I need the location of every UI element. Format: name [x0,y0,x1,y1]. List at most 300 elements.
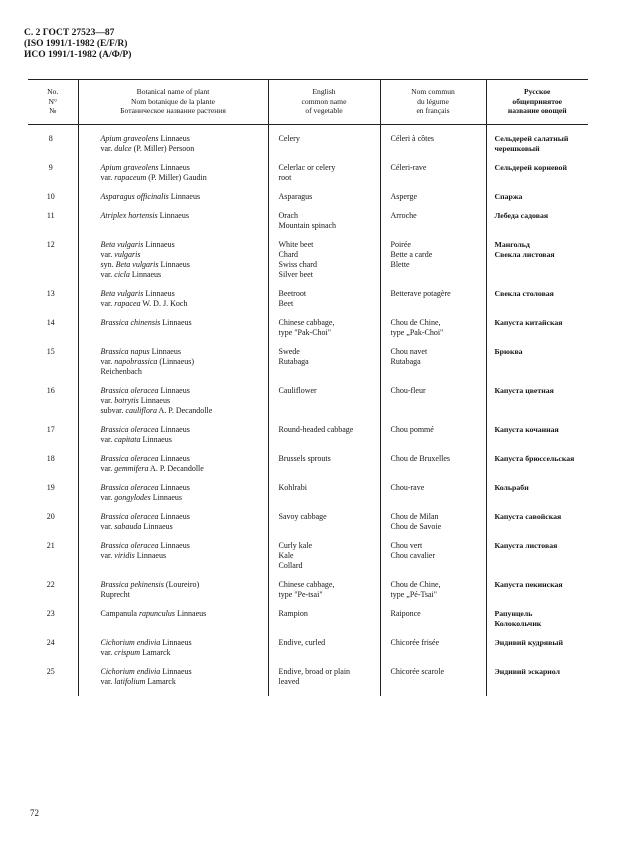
table-row [28,192,588,202]
botanical-name-cell [78,318,268,338]
row-spacer [28,183,588,192]
spacer-cell [78,280,268,289]
botanical-roman: Linnaeus [140,434,172,444]
botanical-roman: Linnaeus [158,424,190,434]
french-line: Chou vert [390,540,423,550]
botanical-line [101,396,266,406]
english-line: Round-headed cabbage [278,424,354,434]
row-spacer [28,532,588,541]
botanical-name-cell [78,580,268,600]
spacer-cell [380,377,486,386]
french-line: Asperge [390,191,418,201]
english-line: Rutabaga [278,356,309,366]
english-line: Kohlrabi [278,482,307,492]
botanical-italic: Atriplex hortensis [100,210,158,220]
spacer-cell [486,503,588,512]
russian-line: Сельдерей корневой [494,162,567,172]
spacer-cell [28,231,78,240]
page-number: 72 [30,808,39,818]
botanical-roman: var. [100,647,115,657]
russian-name-cell [486,667,588,687]
row-spacer [28,231,588,240]
french-name-cell [380,541,486,571]
botanical-italic: rapaceum [114,172,147,182]
spacer-cell [486,658,588,667]
english-name-cell [268,483,380,503]
spacer-cell [486,416,588,425]
english-line: Beetroot [278,288,307,298]
botanical-roman: Linnaeus [158,259,190,269]
english-line: Endive, curled [278,637,326,647]
russian-name-cell [486,318,588,338]
russian-line: Капуста савойская [494,511,562,521]
spacer-cell [268,124,380,134]
french-line: Blette [390,259,410,269]
botanical-line [101,580,266,590]
french-line: Chou de Savoie [390,521,442,531]
english-line: type "Pak-Choi" [278,327,332,337]
row-spacer [28,571,588,580]
botanical-italic: Brassica oleracea [100,424,159,434]
botanical-roman: Linnaeus [158,482,190,492]
spacer-cell [486,309,588,318]
spacer-cell [268,231,380,240]
botanical-line [101,260,266,270]
botanical-line [101,347,266,357]
english-name-cell [268,609,380,629]
row-spacer [28,309,588,318]
row-spacer [28,416,588,425]
spacer-cell [78,571,268,580]
botanical-italic: Brassica napus [100,346,150,356]
row-number: 19 [28,483,78,503]
english-line: Collard [278,560,303,570]
row-number: 16 [28,386,78,416]
english-line: Celerlac or celery [278,162,336,172]
spacer-cell [486,532,588,541]
english-line: Silver beet [278,269,313,279]
french-line: Betterave potagère [390,288,451,298]
russian-line: Капуста листовая [494,540,558,550]
russian-name-cell [486,483,588,503]
french-name-cell [380,667,486,687]
french-name-cell [380,638,486,658]
english-name-cell [268,541,380,571]
botanical-name-cell [78,134,268,154]
english-name-cell [268,318,380,338]
row-spacer [28,629,588,638]
english-line: White beet [278,239,314,249]
spacer-cell [268,338,380,347]
botanical-roman: var. [100,143,115,153]
french-line: Chicorée scarole [390,666,445,676]
spacer-cell [380,445,486,454]
spacer-cell [486,183,588,192]
botanical-line [101,211,266,221]
spacer-cell [380,532,486,541]
spacer-cell [78,377,268,386]
col-header-number: No. N° № [28,80,78,125]
botanical-roman: Campanula [100,608,139,618]
english-line: root [278,172,292,182]
russian-name-cell [486,240,588,280]
french-line: Chou de Chine, [390,579,441,589]
spacer-cell [380,629,486,638]
row-spacer [28,658,588,667]
spacer-cell [28,154,78,163]
english-name-cell [268,512,380,532]
spacer-cell [78,474,268,483]
french-name-cell [380,425,486,445]
french-name-cell [380,240,486,280]
botanical-roman: Lamarck [140,647,171,657]
spacer-cell [268,445,380,454]
russian-name-cell [486,425,588,445]
botanical-line [101,541,266,551]
russian-line: Сельдерей салатный [494,133,569,143]
botanical-roman: Lamarck [145,676,176,686]
french-line: Bette a carde [390,249,433,259]
botanical-line [101,648,266,658]
spacer-cell [28,571,78,580]
row-spacer [28,600,588,609]
english-line: Chard [278,249,299,259]
botanical-line [101,464,266,474]
spacer-cell [380,202,486,211]
botanical-italic: Apium graveolens [100,162,159,172]
french-line: type „Pé-Tsai" [390,589,437,599]
spacer-cell [268,629,380,638]
spacer-cell [486,629,588,638]
botanical-italic: rapunculus [138,608,175,618]
spacer-cell [486,600,588,609]
french-line: Chou cavalier [390,550,436,560]
spacer-cell [28,377,78,386]
row-number: 21 [28,541,78,571]
spacer-cell [28,280,78,289]
french-line: Chou-fleur [390,385,426,395]
spacer-cell [268,202,380,211]
table-row [28,609,588,629]
botanical-roman: Linnaeus [174,608,207,618]
french-line: Céleri-rave [390,162,427,172]
botanical-roman: Linnaeus [160,666,192,676]
botanical-roman: var. [100,172,115,182]
table-row [28,667,588,687]
russian-line: Капуста пекинская [494,579,563,589]
spacer-cell [78,658,268,667]
row-number: 12 [28,240,78,280]
english-name-cell [268,347,380,377]
botanical-roman: var. [100,434,115,444]
botanical-roman: Linnaeus [150,492,183,502]
botanical-line [101,406,266,416]
french-name-cell [380,318,486,338]
row-spacer [28,445,588,454]
spacer-cell [78,629,268,638]
russian-name-cell [486,347,588,377]
botanical-italic: latifolium [114,676,146,686]
spacer-cell [28,309,78,318]
french-name-cell [380,512,486,532]
french-line: Chicorée frisée [390,637,440,647]
french-name-cell [380,386,486,416]
spacer-cell [380,416,486,425]
english-line: Savoy cabbage [278,511,327,521]
page-header [24,28,131,61]
french-name-cell [380,483,486,503]
botanical-name-cell [78,483,268,503]
botanical-roman: var. [100,676,115,686]
table-row [28,240,588,280]
spacer-cell [268,600,380,609]
english-line: Asparagus [278,191,313,201]
botanical-name-cell [78,454,268,474]
botanical-roman: Linnaeus [168,191,201,201]
spacer-cell [28,474,78,483]
spacer-cell [28,416,78,425]
botanical-italic: cicla [114,269,130,279]
vegetable-names-table [28,79,588,696]
spacer-cell [28,629,78,638]
english-line: Cauliflower [278,385,317,395]
botanical-roman: var. [100,521,115,531]
spacer-cell [268,687,380,696]
spacer-cell [28,445,78,454]
botanical-line [101,667,266,677]
russian-line: Колокольчик [494,618,542,628]
botanical-line [101,551,266,561]
spacer-cell [268,571,380,580]
russian-name-cell [486,163,588,183]
row-spacer [28,280,588,289]
botanical-line [101,270,266,280]
russian-line: Лебеда садовая [494,210,549,220]
botanical-italic: sabauda [114,521,142,531]
header-line-2: (ISO 1991/1-1982 (E/F/R) [24,39,128,49]
botanical-roman: subvar. [100,405,126,415]
botanical-italic: Brassica oleracea [100,482,159,492]
botanical-name-cell [78,638,268,658]
row-spacer [28,338,588,347]
botanical-name-cell [78,609,268,629]
russian-name-cell [486,638,588,658]
table-row [28,512,588,532]
header-line-1: С. 2 ГОСТ 27523—87 [24,28,115,38]
botanical-line [101,134,266,144]
botanical-roman: Linnaeus [143,239,175,249]
botanical-italic: Cichorium endivia [100,666,161,676]
table-row [28,347,588,377]
french-name-cell [380,454,486,474]
table-row [28,638,588,658]
russian-line: Мангольд [494,239,530,249]
botanical-line [101,609,266,619]
spacer-cell [486,445,588,454]
row-number: 8 [28,134,78,154]
botanical-roman: A. P. Decandolle [148,463,204,473]
row-spacer [28,377,588,386]
french-name-cell [380,347,486,377]
english-line: leaved [278,676,300,686]
spacer-cell [78,532,268,541]
french-name-cell [380,134,486,154]
botanical-line [101,522,266,532]
english-line: Swede [278,346,300,356]
botanical-roman: var. [100,395,115,405]
english-line: Endive, broad or plain [278,666,351,676]
botanical-italic: dulce [114,143,132,153]
botanical-line [101,173,266,183]
table-row [28,454,588,474]
botanical-roman: (P. Miller) Persoon [131,143,195,153]
row-spacer [28,474,588,483]
botanical-roman: var. [100,550,115,560]
table-row [28,386,588,416]
english-line: Brussels sprouts [278,453,331,463]
russian-name-cell [486,580,588,600]
french-name-cell [380,580,486,600]
botanical-roman: Linnaeus [158,385,190,395]
english-name-cell [268,134,380,154]
row-spacer [28,202,588,211]
botanical-italic: crispum [114,647,141,657]
col-header-french: Nom commun du légume en français [380,80,486,125]
spacer-cell [28,687,78,696]
botanical-roman: Linnaeus [138,395,171,405]
botanical-italic: Brassica chinensis [100,317,161,327]
spacer-cell [486,231,588,240]
russian-name-cell [486,134,588,154]
russian-line: Эндивий эскариол [494,666,560,676]
french-line: Poirée [390,239,411,249]
french-line: Arroche [390,210,417,220]
botanical-roman: var. [100,249,115,259]
english-name-cell [268,425,380,445]
french-line: Rutabaga [390,356,421,366]
botanical-roman: syn. [100,259,116,269]
spacer-cell [28,600,78,609]
botanical-roman: Ruprecht [100,589,130,599]
botanical-roman: Linnaeus [141,521,173,531]
spacer-cell [268,377,380,386]
english-line: Celery [278,133,300,143]
table-row [28,541,588,571]
french-line: Chou-rave [390,482,425,492]
spacer-cell [268,416,380,425]
botanical-italic: gemmifera [114,463,149,473]
english-line: Beet [278,298,294,308]
botanical-italic: Brassica oleracea [100,540,159,550]
botanical-roman: Linnaeus [160,637,192,647]
botanical-roman: Linnaeus [160,317,192,327]
botanical-roman: Reichenbach [100,366,142,376]
french-name-cell [380,289,486,309]
english-line: Swiss chard [278,259,317,269]
russian-line: Кольраби [494,482,529,492]
botanical-line [101,250,266,260]
row-number: 20 [28,512,78,532]
botanical-name-cell [78,541,268,571]
spacer-cell [380,658,486,667]
spacer-cell [380,687,486,696]
row-number: 17 [28,425,78,445]
row-number: 11 [28,211,78,231]
spacer-cell [380,124,486,134]
table-row [28,483,588,503]
russian-line: Капуста кочанная [494,424,559,434]
botanical-italic: cauliflora [125,405,157,415]
botanical-line [101,638,266,648]
botanical-name-cell [78,289,268,309]
spacer-cell [486,280,588,289]
botanical-italic: Brassica oleracea [100,385,159,395]
botanical-italic: Asparagus officinalis [100,191,169,201]
russian-line: Капуста брюссельская [494,453,575,463]
french-line: Chou de Bruxelles [390,453,451,463]
row-number: 18 [28,454,78,474]
spacer-cell [28,202,78,211]
botanical-line [101,357,266,367]
spacer-cell [486,124,588,134]
botanical-italic: gongylodes [114,492,151,502]
botanical-roman: W. D. J. Koch [140,298,188,308]
botanical-roman: var. [100,492,115,502]
botanical-line [101,144,266,154]
spacer-cell [78,309,268,318]
english-name-cell [268,386,380,416]
spacer-cell [268,154,380,163]
french-line: Chou pommé [390,424,434,434]
header-line-3: ИСО 1991/1-1982 (А/Ф/Р) [24,50,132,60]
row-number: 14 [28,318,78,338]
botanical-name-cell [78,347,268,377]
spacer-cell [380,309,486,318]
spacer-cell [28,503,78,512]
russian-line: черешковый [494,143,540,153]
botanical-roman: Linnaeus [158,453,190,463]
botanical-line [101,483,266,493]
spacer-cell [78,416,268,425]
spacer-cell [486,154,588,163]
botanical-roman: (Linnaeus) [157,356,195,366]
spacer-cell [380,571,486,580]
botanical-roman: var. [100,463,115,473]
botanical-roman: Linnaeus [143,288,175,298]
botanical-name-cell [78,192,268,202]
row-spacer [28,154,588,163]
col-header-botanical: Botanical name of plant Nom botanique de la plante Ботаническое название растения [78,80,268,125]
botanical-italic: rapacea [114,298,141,308]
row-number: 9 [28,163,78,183]
botanical-roman: Linnaeus [134,550,167,560]
botanical-name-cell [78,386,268,416]
botanical-roman: Linnaeus [129,269,162,279]
botanical-line [101,318,266,328]
spacer-cell [78,503,268,512]
russian-name-cell [486,454,588,474]
botanical-line [101,425,266,435]
french-line: Chou de Chine, [390,317,441,327]
botanical-line [101,240,266,250]
table-row [28,425,588,445]
botanical-italic: vulgaris [114,249,141,259]
russian-line: Спаржа [494,191,523,201]
russian-name-cell [486,386,588,416]
russian-name-cell [486,609,588,629]
botanical-line [101,435,266,445]
spacer-cell [486,571,588,580]
